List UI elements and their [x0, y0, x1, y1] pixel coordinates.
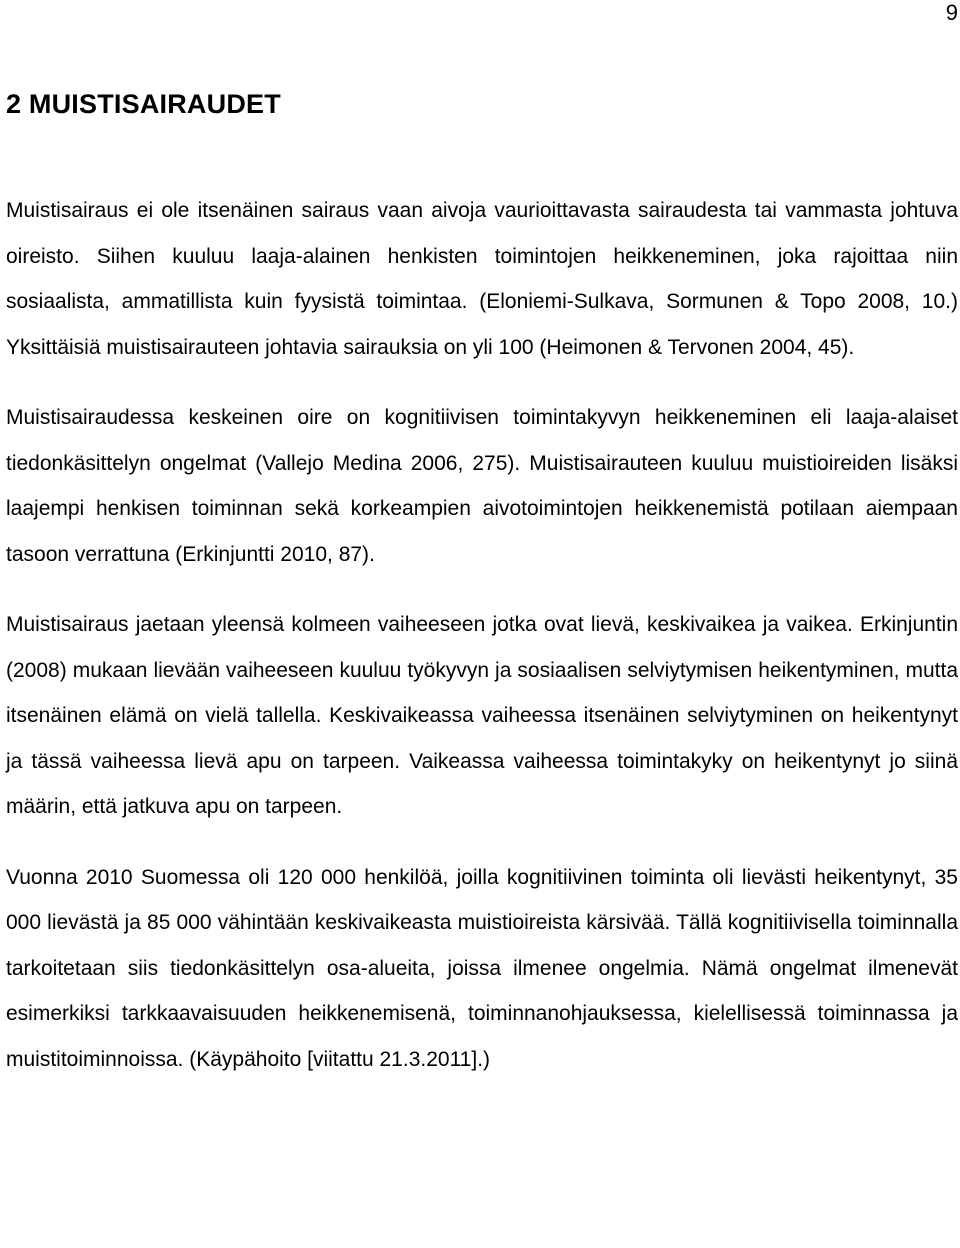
chapter-heading: 2 MUISTISAIRAUDET: [6, 89, 281, 119]
paragraph-definition: Muistisairaus ei ole itsenäinen sairaus vaan aivoja vaurioittavasta sairaudesta tai vammasta johtuva oireisto. Siihen kuuluu laaja-alainen henkisten toimintojen heikkeneminen, joka rajoittaa niin sosiaalista, ammatillista kuin fyysistä toimintaa. (Eloniemi-Sulkava, Sormunen & Topo 2008, 10.) Yksittäisiä muistisairauteen johtavia sairauksia on yli 100 (Heimonen & Tervonen 2004, 45).: [6, 199, 958, 359]
chapter-body: [6, 188, 958, 1107]
paragraph-cognitive-symptoms: Muistisairaudessa keskeinen oire on kognitiivisen toimintakyvyn heikkeneminen eli laaja-alaiset tiedonkäsittelyn ongelmat (Vallejo Medina 2006, 275). Muistisairauteen kuuluu muistioireiden lisäksi laajempi henkisen toiminnan sekä korkeampien aivotoimintojen heikkenemistä potilaan aiempaan tasoon verrattuna (Erkinjuntti 2010, 87).: [6, 406, 958, 566]
page-number: 9: [945, 0, 958, 25]
paragraph-prevalence: Vuonna 2010 Suomessa oli 120 000 henkilöä, joilla kognitiivinen toiminta oli lievästi heikentynyt, 35 000 lievästä ja 85 000 vähintään keskivaikeasta muistioireista kärsivää. Tällä kognitiivisella toiminnalla tarkoitetaan siis tiedonkäsittelyn osa-alueita, joissa ilmenee ongelmia. Nämä ongelmat ilmenevät esimerkiksi tarkkaavaisuuden heikkenemisenä, toiminnanohjauksessa, kielellisessä toiminnassa ja muistitoiminnoissa. (Käypähoito [viitattu 21.3.2011].): [6, 865, 958, 1071]
paragraph-disease-stages: Muistisairaus jaetaan yleensä kolmeen vaiheeseen jotka ovat lievä, keskivaikea ja vaikea. Erkinjuntin (2008) mukaan lievään vaiheeseen kuuluu työkyvyn ja sosiaalisen selviytymisen heikentyminen, mutta itsenäinen elämä on vielä tallella. Keskivaikeassa vaiheessa itsenäinen selviytyminen on heikentynyt ja tässä vaiheessa lievä apu on tarpeen. Vaikeassa vaiheessa toimintakyky on heikentynyt jo siinä määrin, että jatkuva apu on tarpeen.: [6, 613, 958, 818]
